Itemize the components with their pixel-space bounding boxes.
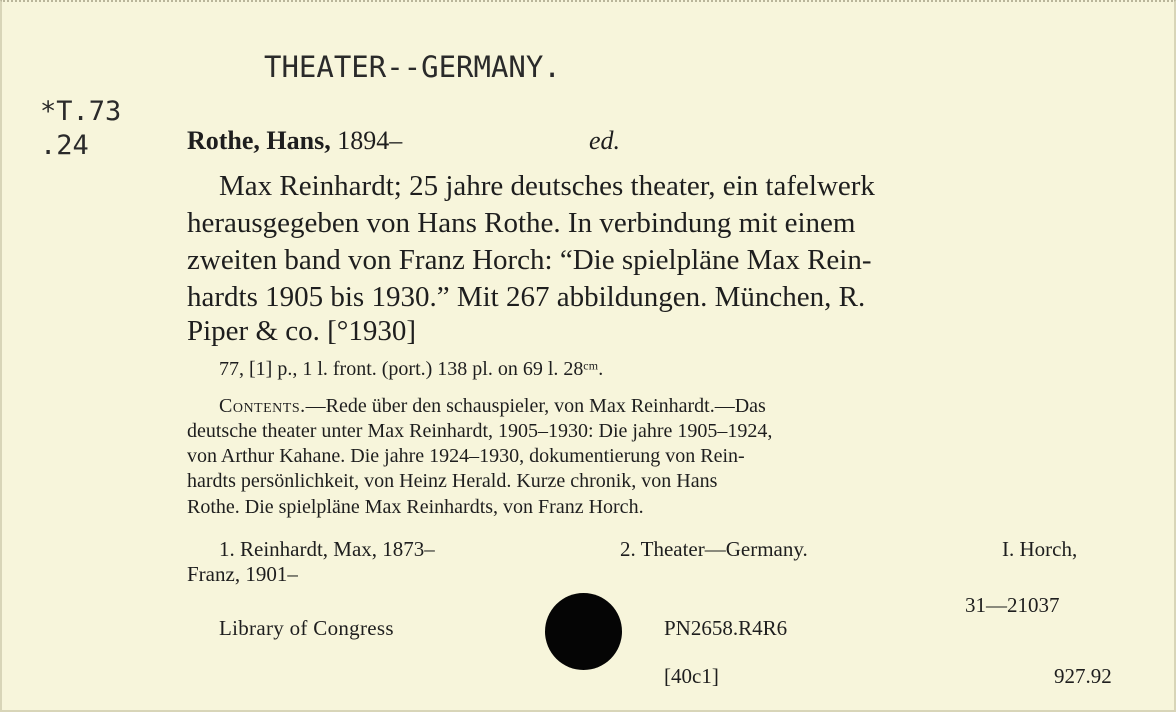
contents-note-line: hardts persönlichkeit, von Heinz Herald. Kurze chronik, von Hans (187, 470, 718, 492)
contents-note-line: Rothe. Die spielpläne Max Reinhardts, von Franz Horch. (187, 496, 644, 518)
title-line: Max Reinhardt; 25 jahre deutsches theater, ein tafelwerk (219, 170, 875, 202)
title-line: herausgegeben von Hans Rothe. In verbindung mit einem (187, 207, 856, 239)
author-name: Rothe, Hans, (187, 126, 331, 155)
call-number-line-1: *T.73 (40, 96, 122, 127)
lc-classification: PN2658.R4R6 (664, 616, 788, 640)
print-key: [40c1] (664, 664, 719, 688)
tracing-3: I. Horch, (1002, 537, 1078, 561)
tracing-2: 2. Theater—Germany. (620, 537, 808, 561)
dewey-number: 927.92 (1054, 664, 1112, 688)
title-line: hardts 1905 bis 1930.” Mit 267 abbildungen. München, R. (187, 281, 866, 313)
main-entry (187, 126, 621, 156)
contents-label: Contents. (219, 395, 306, 417)
contents-note-line: von Arthur Kahane. Die jahre 1924–1930, dokumentierung von Rein- (187, 445, 745, 467)
author-relator: ed. (589, 126, 621, 155)
library-name: Library of Congress (219, 616, 394, 640)
author-dates: 1894– (330, 126, 403, 155)
contents-text: —Rede über den schauspieler, von Max Reinhardt.—Das (305, 395, 766, 417)
punch-hole (545, 593, 622, 670)
title-line: zweiten band von Franz Horch: “Die spielpläne Max Rein- (187, 244, 872, 276)
contents-note-line (219, 395, 766, 418)
tracing-continuation: Franz, 1901– (187, 562, 298, 586)
contents-note-line: deutsche theater unter Max Reinhardt, 1905–1930: Die jahre 1905–1924, (187, 420, 773, 442)
title-line: Piper & co. [°1930] (187, 315, 417, 347)
subject-heading: THEATER--GERMANY. (264, 50, 561, 84)
card-number: 31—21037 (965, 593, 1060, 617)
collation: 77, [1] p., 1 l. front. (port.) 138 pl. on 69 l. 28ᶜᵐ. (219, 358, 604, 380)
tracing-1: 1. Reinhardt, Max, 1873– (219, 537, 435, 561)
call-number-line-2: .24 (40, 130, 89, 161)
